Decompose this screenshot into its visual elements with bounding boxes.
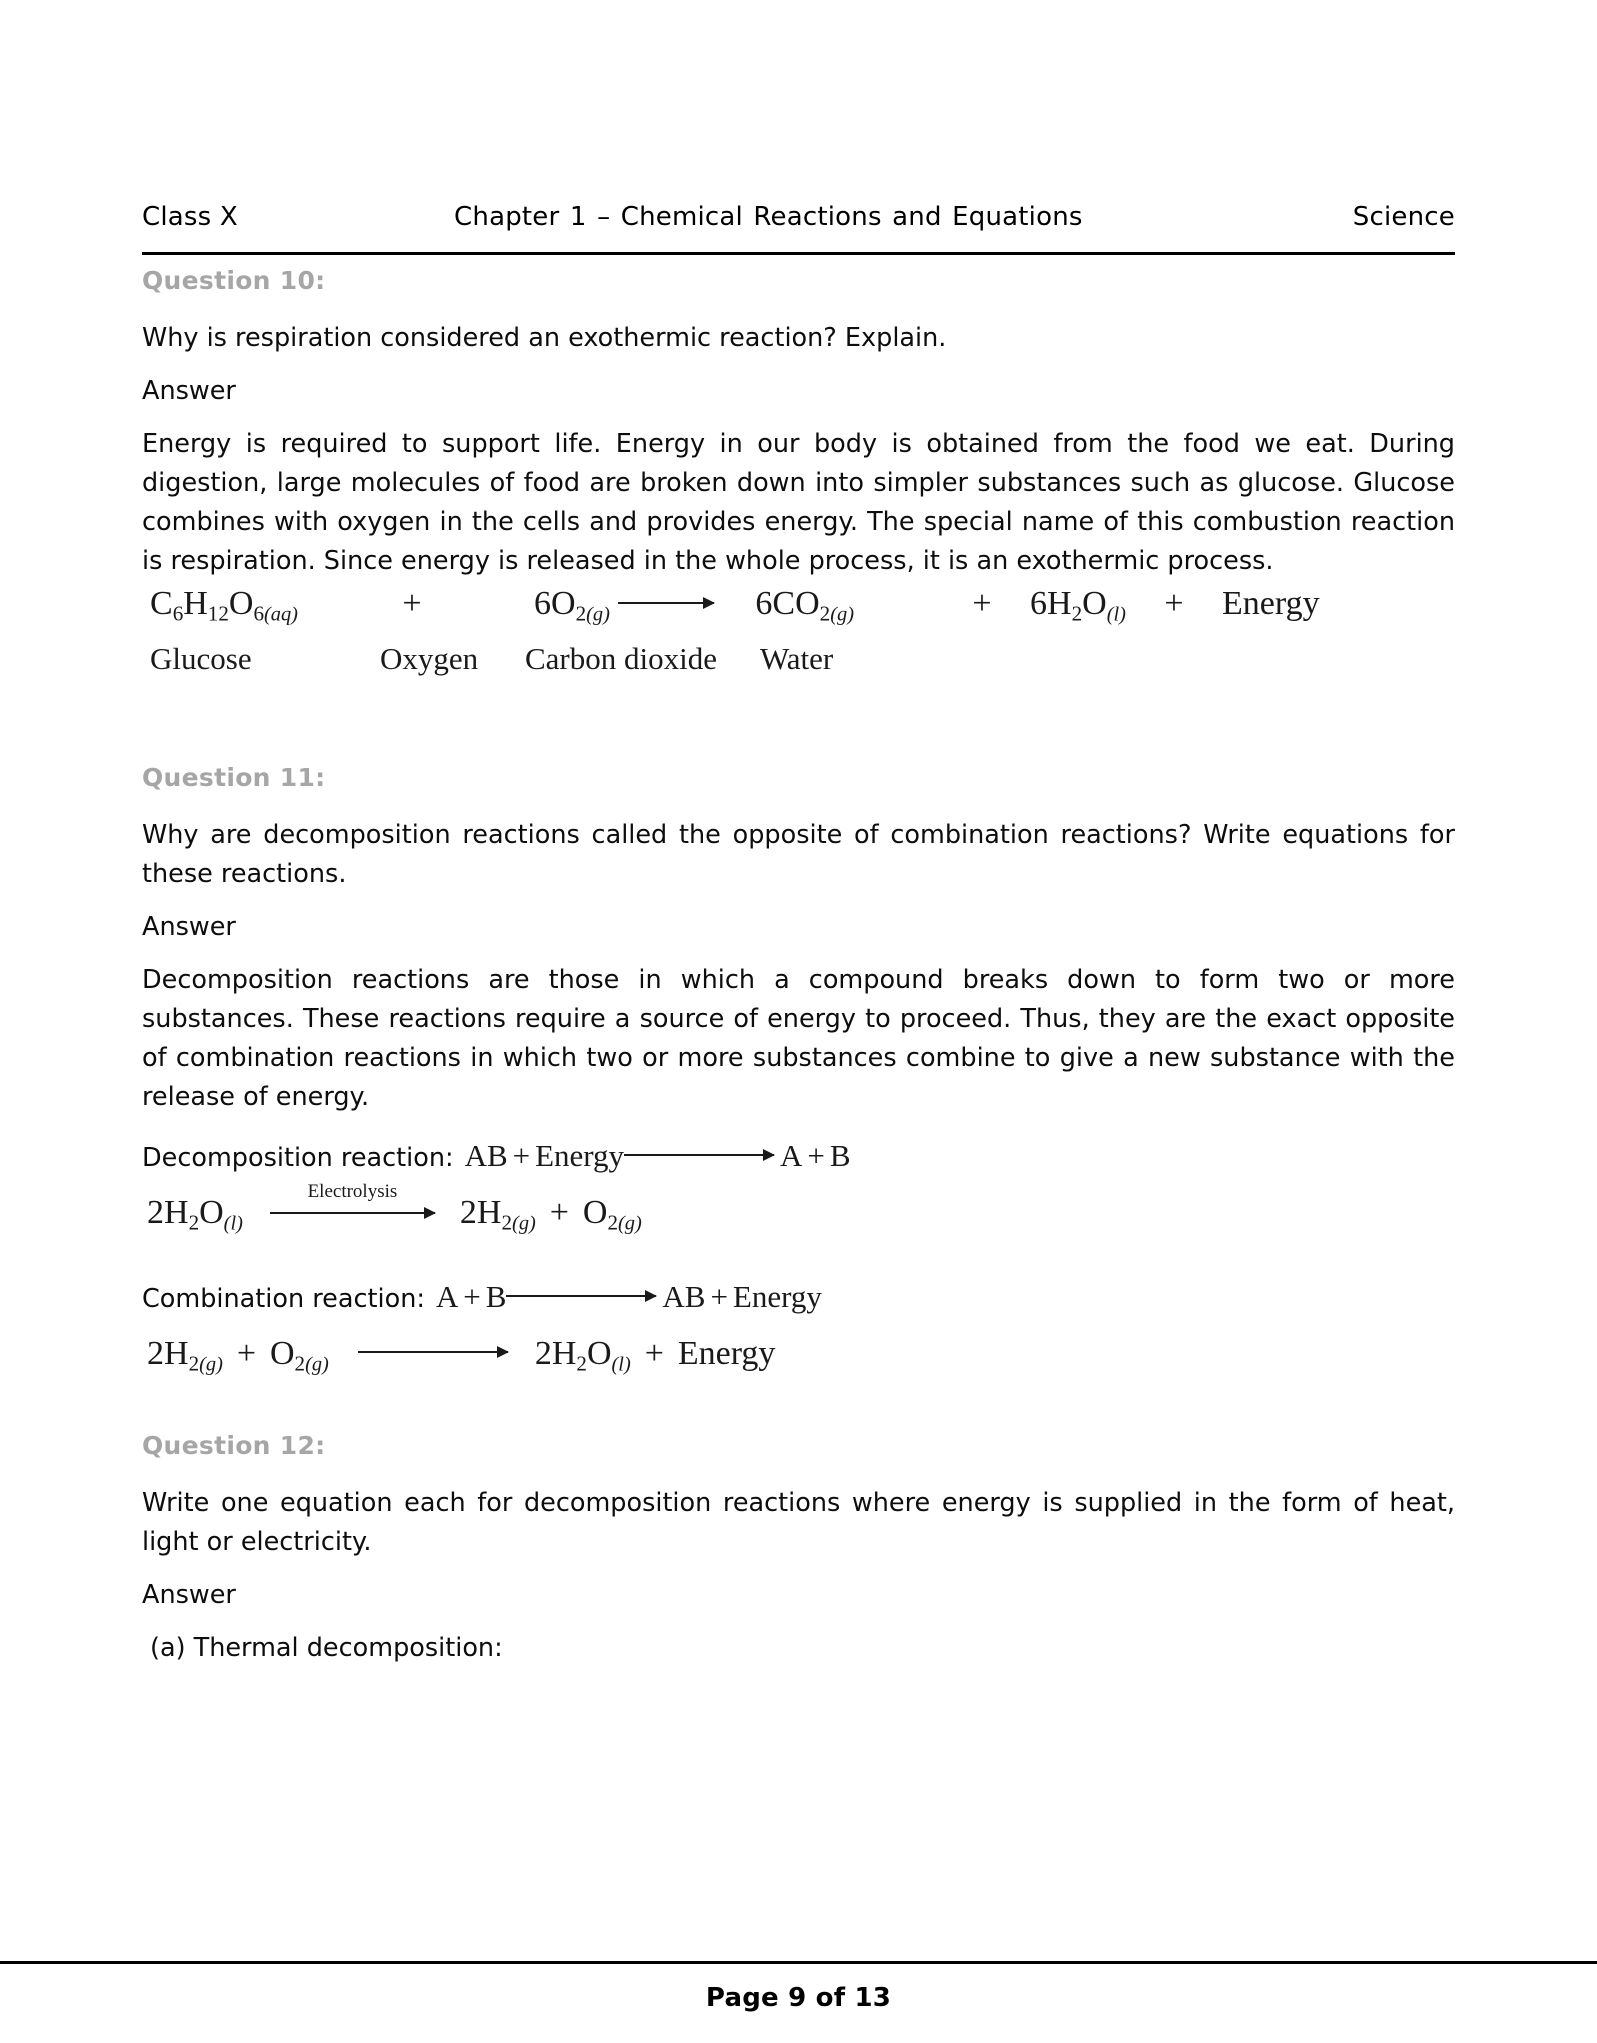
eq-oxygen-product: $O_2(g)$ — [582, 1194, 642, 1235]
eq-plus-1: + — [402, 585, 422, 622]
header-chapter-title: Chapter 1 – Chemical Reactions and Equations — [454, 202, 1083, 232]
eq-co2-formula: $6CO_2(g)$ — [755, 585, 854, 626]
document-content — [142, 268, 1455, 1668]
question-12-text: Write one equation each for decomposition reactions where energy is supplied in the form of heat, light or electricity. — [142, 1487, 1455, 1557]
reaction-arrow-icon — [358, 1346, 508, 1358]
question-12-item-a: (a) Thermal decomposition: — [150, 1632, 503, 1663]
eq-plus-3: + — [1164, 585, 1184, 622]
label-water: Water — [760, 641, 834, 676]
decomposition-reaction-row — [142, 1139, 1455, 1178]
water-formation-equation: $2H_2(g) + O_2(g)$ $2H_2O(l)$ + Energy — [147, 1334, 776, 1376]
question-12-heading: Question 12: — [142, 1430, 326, 1460]
combination-reaction-row — [142, 1280, 1455, 1319]
question-10-heading: Question 10: — [142, 266, 326, 295]
label-glucose: Glucose — [150, 641, 252, 676]
eq-oxygen-reactant: $O_2(g)$ — [269, 1334, 329, 1376]
question-10-answer-text: Energy is required to support life. Energy in our body is obtained from the food we eat. During digestion, large molecules of food are broken down into simpler substances such as glucose. Glucose combines with oxygen in the cells and provides energy. The special name of this combustion reaction is respiration. Since energy is released in the whole process, it is an exothermic process. — [142, 429, 1455, 576]
electrolysis-equation: $2H_2O(l)$ Electrolysis $2H_2(g) + O_2(g)$ — [147, 1180, 642, 1235]
eq-hydrogen-reactant: $2H_2(g)$ — [147, 1334, 223, 1376]
page-number-label: Page 9 of 13 — [705, 1983, 892, 2013]
label-oxygen: Oxygen — [380, 641, 479, 676]
footer-divider — [0, 1961, 1597, 1964]
electrolysis-arrow-icon — [270, 1180, 435, 1218]
eq-water-formula: $6H_2O(l)$ — [1030, 585, 1126, 626]
header-class-label: Class X — [142, 202, 238, 232]
question-11-answer-text: Decomposition reactions are those in which a compound breaks down to form two or more substances. These reactions require a source of energy to proceed. Thus, they are the exact opposite of combination reactions in which two or more substances combine to give a new substance with the release of energy. — [142, 965, 1455, 1112]
electrolysis-condition-label: Electrolysis — [307, 1180, 398, 1202]
eq-energy-term: Energy — [1222, 585, 1320, 622]
combination-general-equation: A + B AB + Energy — [435, 1278, 822, 1314]
eq-water-reactant: $2H_2O(l)$ — [147, 1194, 243, 1235]
question-10-text: Why is respiration considered an exothermic reaction? Explain. — [142, 323, 947, 353]
decomposition-general-equation: AB + Energy A + B — [464, 1138, 851, 1173]
header-divider — [142, 252, 1455, 255]
question-10-answer-label: Answer — [142, 376, 236, 406]
reaction-arrow-icon — [624, 1149, 774, 1161]
eq-hydrogen-product: $2H_2(g)$ — [459, 1194, 536, 1235]
question-11-answer-label: Answer — [142, 912, 236, 942]
decomposition-reaction-label: Decomposition reaction: — [142, 1143, 454, 1173]
reaction-arrow-icon — [618, 597, 714, 609]
eq-energy-term: Energy — [677, 1334, 776, 1372]
reaction-arrow-icon — [506, 1290, 656, 1302]
eq-water-product: $2H_2O(l)$ — [534, 1334, 631, 1376]
eq-plus-2: + — [972, 585, 992, 622]
label-carbon-dioxide: Carbon dioxide — [525, 641, 717, 676]
question-11-heading: Question 11: — [142, 763, 326, 792]
eq-oxygen-formula: $6O_2(g)$ — [534, 585, 610, 626]
question-12-answer-label: Answer — [142, 1579, 236, 1610]
page-header — [142, 202, 1455, 250]
header-subject-label: Science — [1352, 202, 1455, 232]
question-11-text: Why are decomposition reactions called the opposite of combination reactions? Write equations for these reactions. — [142, 820, 1455, 889]
eq-glucose-formula: $C_6H_{12}O_6(aq)$ — [150, 585, 298, 626]
combination-reaction-label: Combination reaction: — [142, 1283, 425, 1314]
respiration-equation — [142, 587, 1455, 695]
